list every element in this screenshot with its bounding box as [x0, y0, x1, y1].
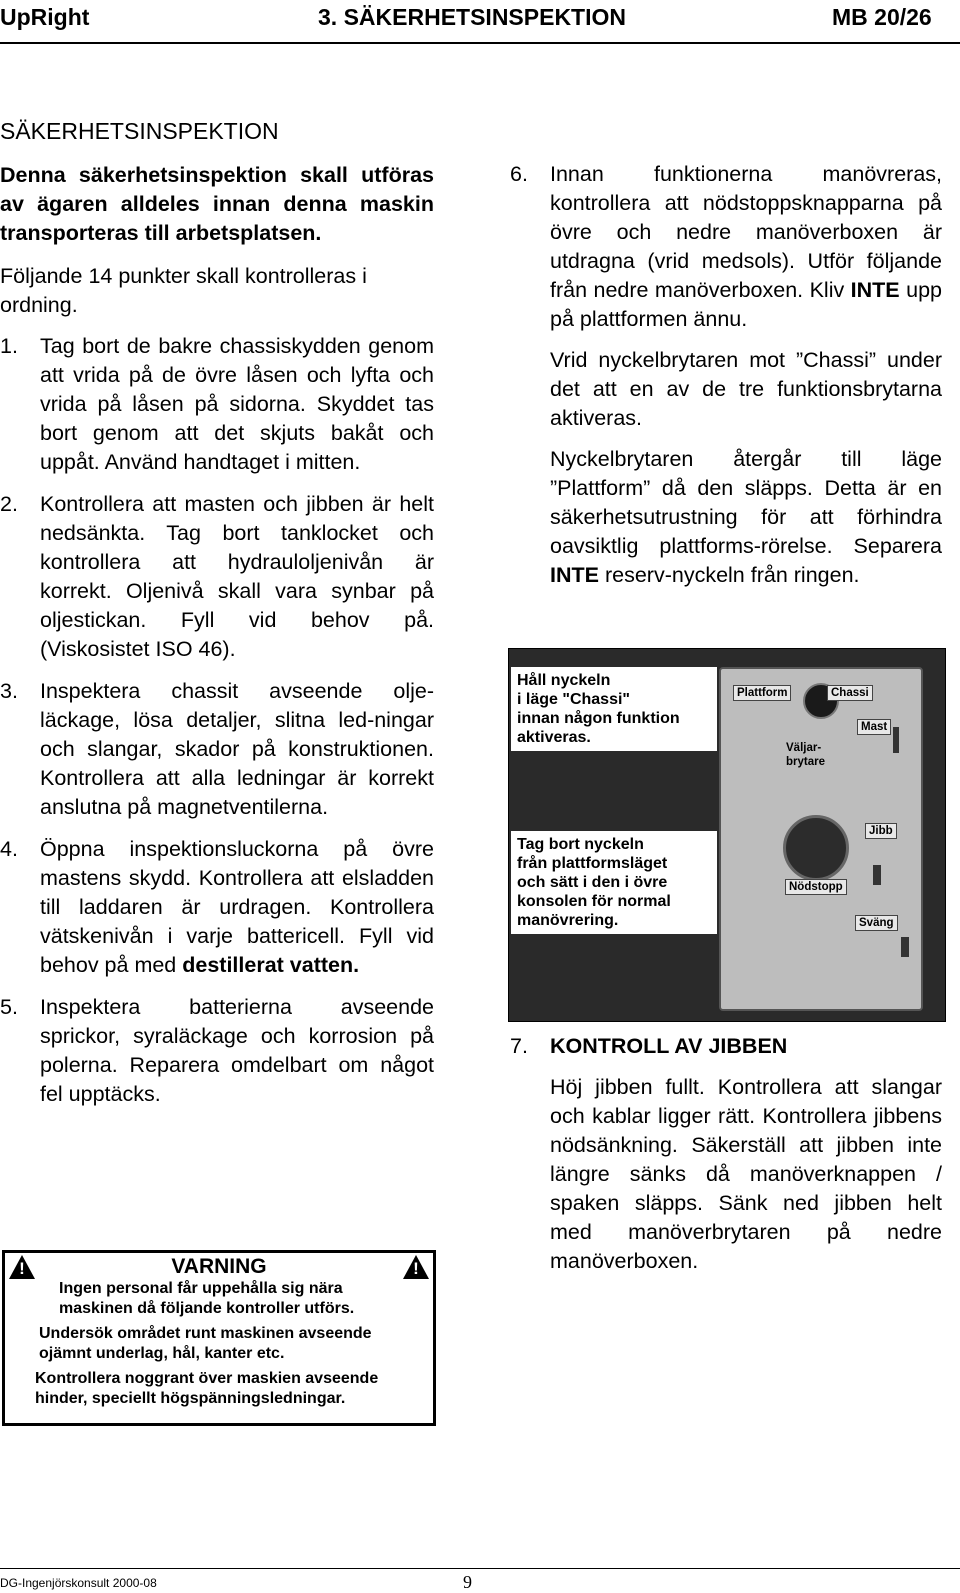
- label-line: aktiveras.: [517, 729, 591, 746]
- page-number: 9: [463, 1572, 472, 1592]
- item-text: Nyckelbrytaren återgår till läge ”Plattform” då den släpps. Detta är en säkerhetsutrustning för att förhindra oavsiktlig plattforms-rörelse. Separera: [550, 447, 942, 558]
- item7-title: KONTROLL AV JIBBEN: [550, 1034, 788, 1058]
- warning-triangle-icon: !: [403, 1255, 429, 1279]
- section-title: SÄKERHETSINSPEKTION: [0, 118, 279, 144]
- label-line: Håll nyckeln: [517, 672, 611, 689]
- header-right: MB 20/26: [832, 4, 932, 30]
- item7-section: [510, 1032, 942, 1276]
- item-bold: INTE: [850, 278, 900, 302]
- list-item: [0, 993, 434, 1109]
- toggle-switch-icon: [873, 865, 881, 885]
- list-item: [510, 160, 942, 334]
- item-text: Inspektera batterierna avseende sprickor, syraläckage och korrosion på polerna. Reparera omdelbart om något fel upptäcks.: [40, 995, 434, 1106]
- item-text: Inspektera chassit avseende olje-läckage, lösa detaljer, slitna led-ningar och slangar, skador på konstruktionen. Kontrollera att alla ledningar är korrekt anslutna på magnetventilerna.: [40, 679, 434, 819]
- warning-line: ojämnt underlag, hål, kanter etc.: [39, 1344, 285, 1362]
- intro-text: Följande 14 punkter skall kontrolleras i ordning.: [0, 264, 367, 317]
- tag-nodstopp: Nödstopp: [785, 879, 847, 895]
- item-text-wrap: [40, 835, 434, 980]
- item7-text: Höj jibben fullt. Kontrollera att slangar och kablar ligger rätt. Kontrollera jibbens nödsänkning. Säkerställ att jibben inte längre sänks då manöverknappen / spaken släpps. Sänk ned jibben helt med manöverbrytaren på nedre manöverboxen.: [550, 1075, 942, 1273]
- item-text: Tag bort de bakre chassiskydden genom att vrida på de övre låsen och lyfta och vrida på låsen på sidorna. Skyddet tas bort genom att det skjuts bakåt och uppåt. Använd handtaget i mitten.: [40, 334, 434, 474]
- intro-bold: Denna säkerhetsinspektion skall utföras av ägaren alldeles innan denna maskin transporteras till arbetsplatsen.: [0, 163, 434, 245]
- tag-plattform: Plattform: [733, 685, 791, 701]
- header-rule: [0, 42, 960, 44]
- left-column: [0, 117, 434, 1109]
- warning-header: [5, 1253, 433, 1279]
- item-number: 7.: [510, 1034, 528, 1058]
- tag-jibb: Jibb: [865, 823, 897, 839]
- item-text: Innan funktionerna manövreras, kontrollera att nödstoppsknapparna på övre och nedre manöverboxen är utdragna (vrid medsols). Utför följande från nedre manöverboxen. Kliv: [550, 162, 942, 302]
- tag-svang: Sväng: [855, 915, 898, 931]
- toggle-switch-icon: [893, 727, 899, 753]
- label-line: Tag bort nyckeln: [517, 836, 644, 853]
- list-item: [0, 332, 434, 477]
- photo-label-remove-key: [511, 831, 717, 934]
- item-text: upp på plattformen ännu.: [550, 278, 942, 331]
- warning-title: VARNING: [171, 1255, 267, 1279]
- label-line: konsolen för normal: [517, 893, 671, 910]
- item-number: 4.: [0, 837, 18, 861]
- list-item: [0, 677, 434, 822]
- footer-rule: [0, 1568, 960, 1569]
- item6-paragraph-3: [550, 445, 942, 590]
- list-item: [0, 490, 434, 664]
- warning-line: Ingen personal får uppehålla sig nära: [59, 1280, 343, 1297]
- footer-left: DG-Ingenjörskonsult 2000-08: [0, 1576, 157, 1590]
- list-item: [0, 835, 434, 980]
- tag-valjarbrytare: Väljar- brytare: [783, 741, 828, 769]
- warning-line: Kontrollera noggrant över maskien avseende: [35, 1370, 379, 1387]
- warning-line: hinder, speciellt högspänningsledningar.: [35, 1389, 346, 1407]
- label-line: och sätt i den i övre: [517, 874, 668, 891]
- emergency-stop-icon: [783, 815, 849, 881]
- warning-triangle-icon: !: [9, 1255, 35, 1279]
- item-text: Öppna inspektionsluckorna på övre mastens skydd. Kontrollera att elsladden till laddaren är urdragen. Kontrollera vätskenivån i varje battericell. Fyll vid behov på med: [40, 837, 434, 977]
- item-number: 2.: [0, 492, 18, 516]
- item-number: 3.: [0, 679, 18, 703]
- label-line: från plattformsläget: [517, 855, 668, 872]
- toggle-switch-icon: [901, 937, 909, 957]
- label-line: i läge "Chassi": [517, 691, 630, 708]
- item-number: 6.: [510, 162, 528, 186]
- header-center: 3. SÄKERHETSINSPEKTION: [318, 4, 626, 30]
- item-bold: INTE: [550, 563, 599, 587]
- item7-heading: [510, 1032, 942, 1061]
- header-left: UpRight: [0, 4, 90, 30]
- item6-paragraph-2: Vrid nyckelbrytaren mot ”Chassi” under det att en av de tre funktionsbrytarna aktiveras.: [550, 348, 942, 430]
- label-line: innan någon funktion: [517, 710, 680, 727]
- item-text-wrap: [550, 160, 942, 334]
- warning-line: Undersök området runt maskinen avseende: [39, 1325, 372, 1342]
- item-number: 1.: [0, 334, 18, 358]
- right-column: [510, 160, 942, 590]
- warning-line: maskinen då följande kontroller utförs.: [59, 1299, 355, 1317]
- item-number: 5.: [0, 995, 18, 1019]
- warning-box: [2, 1250, 436, 1426]
- item-text: reserv-nyckeln från ringen.: [604, 563, 860, 587]
- item-text: Kontrollera att masten och jibben är helt nedsänkta. Tag bort tanklocket och kontrollera att hydrauloljenivån är korrekt. Oljenivå skall vara synbar på oljestickan. Fyll vid behov på. (Viskosistet ISO 46).: [40, 492, 434, 661]
- tag-chassi: Chassi: [827, 685, 873, 701]
- control-panel: [719, 667, 923, 1011]
- item-bold-tail: destillerat vatten.: [182, 953, 360, 977]
- label-line: manövrering.: [517, 912, 619, 929]
- photo-label-hold-key: [511, 667, 717, 751]
- tag-mast: Mast: [857, 719, 891, 735]
- control-box-photo: [508, 648, 946, 1022]
